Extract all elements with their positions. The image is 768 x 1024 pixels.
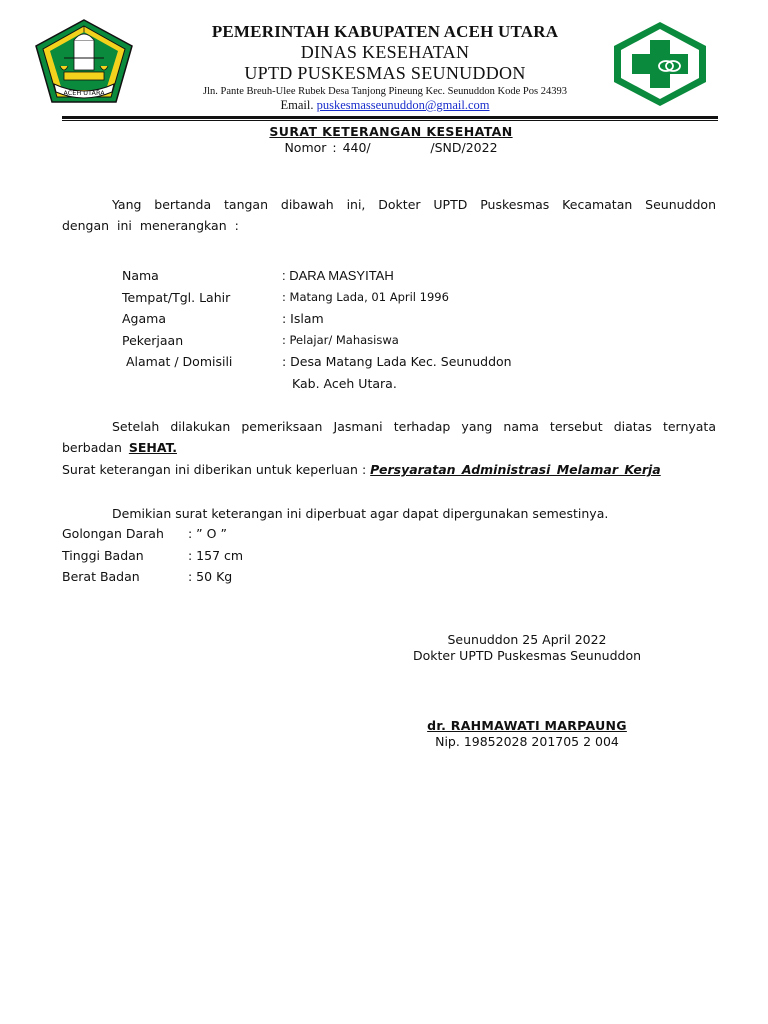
document-number: Nomor : 440/ /SND/2022 <box>284 140 498 155</box>
field-label-religion: Agama <box>122 311 166 326</box>
field-row <box>122 373 622 395</box>
signature-role: Dokter UPTD Puskesmas Seunuddon <box>412 648 642 663</box>
field-value-address: : Desa Matang Lada Kec. Seunuddon <box>282 354 512 369</box>
email-line <box>150 98 620 113</box>
signature-place-date: Seunuddon 25 April 2022 <box>447 632 607 647</box>
puskesmas-logo-icon <box>612 20 708 108</box>
field-row <box>122 330 622 352</box>
header-divider-thin <box>62 120 718 121</box>
purpose-line <box>62 459 718 480</box>
institution-name: UPTD PUSKESMAS SEUNUDDON <box>244 63 526 83</box>
logo-left-text: ACEH UTARA <box>63 89 105 97</box>
letterhead <box>0 0 768 124</box>
field-value-address-cont: Kab. Aceh Utara. <box>292 375 397 391</box>
aceh-utara-emblem-icon <box>34 18 134 106</box>
stat-value-weight: : 50 Kg <box>188 569 233 584</box>
health-stats-list <box>62 523 462 588</box>
field-label-address: Alamat / Domisili <box>122 354 233 369</box>
stat-value-blood-type: : ” O ” <box>188 526 227 541</box>
field-label-name: Nama <box>122 268 159 283</box>
stat-row <box>62 545 462 567</box>
document-title: SURAT KETERANGAN KESEHATAN <box>269 124 513 139</box>
stat-row <box>62 523 462 545</box>
field-row <box>122 287 622 309</box>
header-divider <box>62 116 718 119</box>
exam-paragraph <box>62 416 716 458</box>
field-label-birth: Tempat/Tgl. Lahir <box>122 289 231 305</box>
stat-label-height: Tinggi Badan <box>62 547 144 563</box>
government-name: PEMERINTAH KABUPATEN ACEH UTARA <box>211 22 559 41</box>
closing-sentence: Demikian surat keterangan ini diperbuat agar dapat dipergunakan semestinya. <box>112 506 609 521</box>
purpose-intro: Surat keterangan ini diberikan untuk keperluan : <box>62 462 367 477</box>
field-value-birth: : Matang Lada, 01 April 1996 <box>282 289 449 304</box>
field-row <box>122 351 622 373</box>
field-value-occupation: : Pelajar/ Mahasiswa <box>282 332 399 347</box>
field-value-religion: : Islam <box>282 311 324 326</box>
field-label-occupation: Pekerjaan <box>122 332 184 348</box>
field-row <box>122 265 622 287</box>
signature-block <box>372 632 682 664</box>
exam-result: SEHAT. <box>128 440 177 455</box>
signatory-name: dr. RAHMAWATI MARPAUNG <box>427 718 627 733</box>
stat-row <box>62 566 462 588</box>
signatory-nip: Nip. 19852028 201705 2 004 <box>435 734 619 749</box>
letterhead-text <box>150 22 620 113</box>
field-value-name: : DARA MASYITAH <box>282 268 394 283</box>
purpose-text: Persyaratan Administrasi Melamar Kerja <box>370 462 661 477</box>
stat-label-blood-type: Golongan Darah <box>62 526 164 541</box>
field-row <box>122 308 622 330</box>
personal-data-list <box>122 265 622 394</box>
address-line: Jln. Pante Breuh-Ulee Rubek Desa Tanjong Pineung Kec. Seunuddon Kode Pos 24393 <box>203 86 567 97</box>
email-label: Email. <box>280 98 314 112</box>
department-name: DINAS KESEHATAN <box>300 42 470 62</box>
exam-text: Setelah dilakukan pemeriksaan Jasmani terhadap yang nama tersebut diatas ternyata berbadan <box>62 419 716 455</box>
stat-label-weight: Berat Badan <box>62 569 140 584</box>
intro-paragraph: Yang bertanda tangan dibawah ini, Dokter UPTD Puskesmas Kecamatan Seunuddon dengan ini menerangkan : <box>62 197 716 233</box>
email-link[interactable]: puskesmasseunuddon@gmail.com <box>316 98 490 112</box>
stat-value-height: : 157 cm <box>188 547 244 563</box>
